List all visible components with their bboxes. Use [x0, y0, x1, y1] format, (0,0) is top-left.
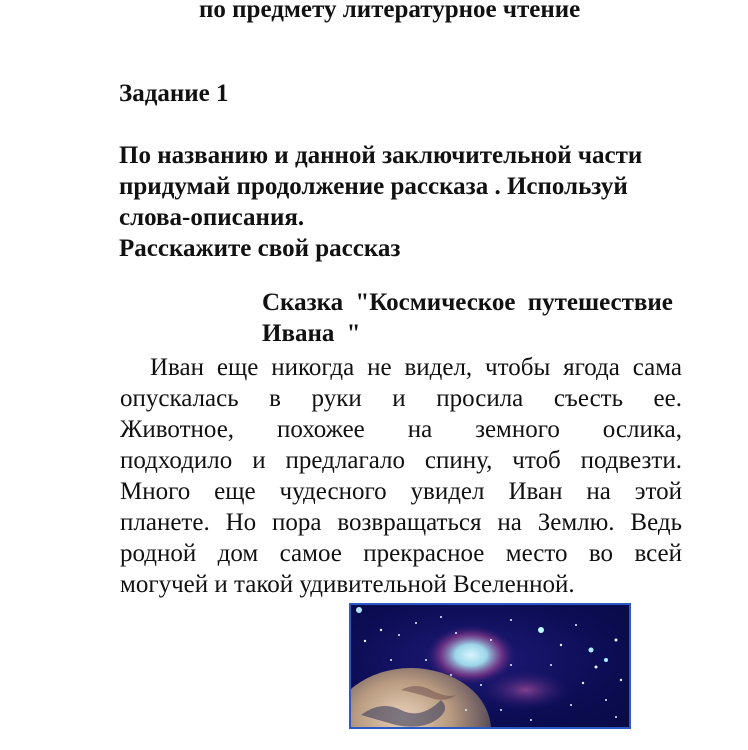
task-instruction-line: По названию и данной заключительной части	[119, 142, 643, 169]
story-line: планете. Но пора возвращаться на Землю. Ведь	[120, 509, 682, 536]
story-title: Ивана "	[262, 320, 361, 347]
nebula	[481, 670, 571, 710]
story-body	[120, 352, 682, 600]
space-illustration	[349, 603, 631, 729]
story-line: опускалась в руки и просила съесть ее.	[120, 385, 682, 412]
story-line: Иван еще никогда не видел, чтобы ягода сама	[150, 354, 682, 381]
task-number: Задание 1	[119, 80, 229, 107]
task-instruction-line: слова-описания.	[119, 204, 305, 231]
story-line: подходило и предлагало спину, чтоб подвезти.	[120, 447, 682, 474]
task-instruction-line: Расскажите свой рассказ	[119, 235, 401, 262]
story-line: родной дом самое прекрасное место во всей	[120, 540, 682, 567]
story-line: могучей и такой удивительной Вселенной.	[120, 571, 575, 598]
task-instruction-line: придумай продолжение рассказа . Используй	[119, 173, 628, 200]
space-scene-image	[351, 605, 631, 729]
story-line: Животное, похожее на земного ослика,	[120, 416, 682, 443]
story-title: Сказка "Космическое путешествие	[262, 289, 673, 316]
story-line: Много еще чудесного увидел Иван на этой	[120, 478, 682, 505]
document-subtitle: по предмету литературное чтение	[199, 0, 581, 23]
